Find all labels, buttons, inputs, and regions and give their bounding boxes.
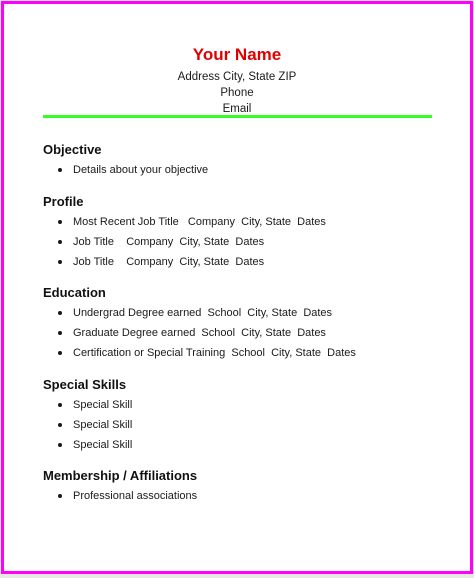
bullet-icon [58,260,62,264]
contact-block [4,69,470,117]
bullet-icon [58,311,62,315]
section-list [43,306,450,360]
bullet-icon [58,240,62,244]
bullet-icon [58,443,62,447]
list-item [43,346,450,360]
list-item-text: Graduate Degree earned School City, State Dates [73,326,326,339]
list-item-text: Special Skill [73,438,133,451]
list-item-text: Job Title Company City, State Dates [73,235,265,248]
list-item [43,163,450,177]
list-item [43,235,450,249]
list-item-text: Certification or Special Training School City, State Dates [73,346,356,359]
section-title: Education [43,285,106,300]
list-item [43,306,450,320]
header-divider [43,115,432,118]
bullet-icon [58,351,62,355]
list-item-text: Job Title Company City, State Dates [73,255,265,268]
section-special-skills [43,377,450,457]
list-item [43,326,450,340]
bullet-icon [58,220,62,224]
section-profile [43,194,450,274]
bullet-icon [58,423,62,427]
phone-line: Phone [220,87,254,99]
list-item [43,418,450,432]
list-item-text: Undergrad Degree earned School City, State Dates [73,307,333,319]
list-item [43,215,450,229]
list-item-text: Special Skill [73,399,133,411]
list-item-text: Details about your objective [73,164,209,176]
resume-name: Your Name [192,45,282,64]
resume-header [4,44,470,117]
list-item [43,255,450,269]
section-title: Profile [43,194,84,209]
address-line: Address City, State ZIP [177,71,297,83]
section-education [43,285,450,365]
list-item [43,398,450,412]
section-list [43,215,450,269]
section-memberships [43,468,450,509]
list-item-text: Professional associations [73,490,198,502]
bullet-icon [58,168,62,172]
section-list [43,489,450,503]
section-list [43,398,450,452]
email-line: Email [222,103,252,115]
resume-page [1,1,473,574]
list-item [43,489,450,503]
bullet-icon [58,494,62,498]
section-title: Membership / Affiliations [43,468,198,483]
section-title: Special Skills [43,377,127,392]
section-list [43,163,450,177]
list-item-text: Most Recent Job Title Company City, State Dates [73,216,326,228]
list-item-text: Special Skill [73,418,133,431]
section-objective [43,142,450,183]
list-item [43,438,450,452]
bullet-icon [58,403,62,407]
section-title: Objective [43,142,102,157]
bullet-icon [58,331,62,335]
